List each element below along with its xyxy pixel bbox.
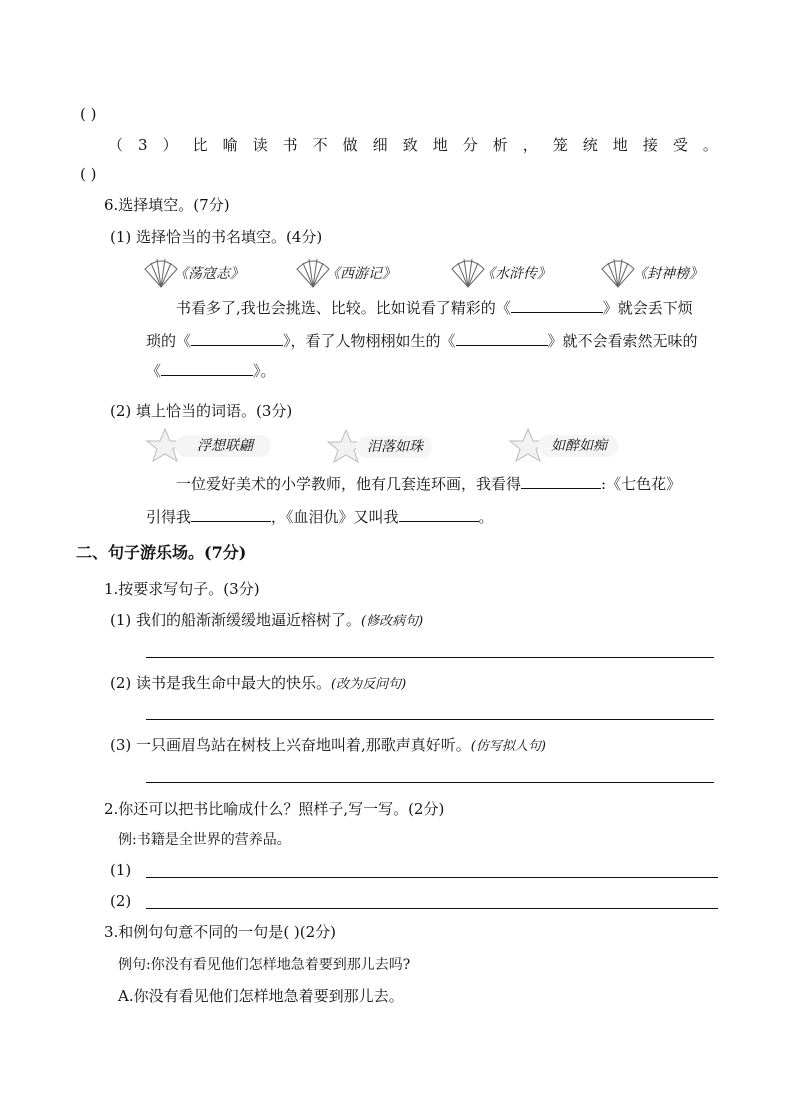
example-sentence: 例句:你没有看见他们怎样地急着要到那儿去吗?	[118, 957, 411, 973]
text: 》就会丢下烦	[602, 299, 693, 317]
book-card-4	[600, 255, 712, 289]
fill-paragraph-line	[146, 331, 698, 351]
text: (3) 一只画眉鸟站在树枝上兴奋地叫着,那歌声真好听。	[110, 736, 471, 754]
hint: (修改病句)	[361, 614, 424, 629]
blank[interactable]	[191, 507, 271, 522]
question-6-title: 6.选择填空。(7分)	[104, 196, 230, 214]
book-card-2	[295, 255, 403, 289]
sentence-char: 接	[642, 136, 658, 154]
sentence-char: 做	[342, 136, 358, 154]
text: 一位爱好美术的小学教师，他有几套连环画，我看得	[176, 475, 522, 493]
word-option: 如醉如痴	[551, 438, 607, 454]
sentence-char: 书	[282, 136, 298, 154]
text: ，《血泪仇》又叫我	[271, 508, 399, 526]
blank[interactable]	[511, 298, 603, 313]
question-6-1-title: (1) 选择恰当的书名填空。(4分)	[110, 228, 323, 246]
sentence-item	[110, 673, 406, 695]
section-title: 二、句子游乐场。(7分)	[76, 543, 247, 562]
blank[interactable]	[456, 331, 548, 346]
word-card-3	[508, 427, 620, 461]
sentence-char: 统	[582, 136, 598, 154]
sentence-char: 比	[192, 136, 208, 154]
sentence-char: ，	[522, 136, 538, 154]
word-card-2	[326, 428, 434, 462]
book-option: 《水浒传》	[481, 266, 551, 282]
text: 。	[478, 508, 494, 526]
text: 琐的《	[146, 332, 192, 350]
question-1-title: 1.按要求写句子。(3分)	[104, 580, 260, 598]
answer-line[interactable]	[146, 719, 714, 720]
text: 引得我	[146, 508, 192, 526]
sentence-char: 地	[612, 136, 628, 154]
answer-paren: ( )	[80, 105, 97, 123]
sentence-item	[110, 610, 423, 632]
answer-number: (2)	[110, 892, 132, 910]
q3-sentence	[108, 135, 718, 155]
sentence-char: 喻	[222, 136, 238, 154]
sentence-char: 分	[462, 136, 478, 154]
option-a[interactable]: A.你没有看见他们怎样地急着要到那儿去。	[118, 987, 404, 1005]
answer-line[interactable]	[146, 908, 718, 909]
sentence-char: 受	[672, 136, 688, 154]
text: 》。	[253, 362, 276, 380]
sentence-char: 3	[138, 136, 148, 154]
blank[interactable]	[191, 331, 283, 346]
sentence-item	[110, 735, 546, 757]
book-option: 《封神榜》	[633, 266, 703, 282]
book-option: 《荡寇志》	[174, 266, 244, 282]
fill-paragraph-line	[146, 361, 276, 381]
sentence-char: 地	[432, 136, 448, 154]
sentence-char: 细	[372, 136, 388, 154]
hint: (改为反问句)	[331, 677, 407, 692]
text: :《七色花》	[601, 475, 682, 493]
answer-line[interactable]	[146, 657, 714, 658]
question-2-title: 2.你还可以把书比喻成什么？照样子,写一写。(2分)	[104, 800, 445, 818]
sentence-char: 致	[402, 136, 418, 154]
text: (1) 我们的船渐渐缓缓地逼近榕树了。	[110, 611, 362, 629]
text: (2) 读书是我生命中最大的快乐。	[110, 674, 332, 692]
text: 《	[146, 362, 162, 380]
question-3-title: 3.和例句句意不同的一句是( )(2分)	[104, 923, 337, 941]
fill-paragraph-line	[146, 507, 494, 527]
book-card-3	[450, 255, 558, 289]
sentence-char: 不	[312, 136, 328, 154]
answer-number: (1)	[110, 861, 132, 879]
hint: (仿写拟人句)	[470, 739, 546, 754]
blank[interactable]	[521, 474, 601, 489]
sentence-char: （	[108, 136, 124, 154]
sentence-char: ）	[162, 136, 178, 154]
fill-paragraph-line	[176, 474, 681, 494]
sentence-char: 析	[492, 136, 508, 154]
book-option: 《西游记》	[326, 266, 396, 282]
question-6-2-title: (2) 填上恰当的词语。(3分)	[110, 402, 293, 420]
text: 书看多了,我也会挑选、比较。比如说看了精彩的《	[176, 299, 511, 317]
answer-paren: ( )	[80, 165, 97, 183]
answer-line[interactable]	[146, 782, 714, 783]
word-option: 浮想联翩	[197, 438, 253, 454]
book-card-1	[143, 255, 251, 289]
text: 》就不会看索然无味的	[547, 332, 698, 350]
word-card-1	[145, 427, 275, 461]
answer-line[interactable]	[146, 877, 718, 878]
sentence-char: 笼	[552, 136, 568, 154]
example-text: 例:书籍是全世界的营养品。	[118, 832, 291, 848]
word-option: 泪落如珠	[367, 439, 423, 455]
blank[interactable]	[161, 361, 253, 376]
sentence-char: 。	[702, 136, 718, 154]
sentence-char: 读	[252, 136, 268, 154]
text: 》，看了人物栩栩如生的《	[283, 332, 456, 350]
fill-paragraph-line	[176, 298, 693, 318]
blank[interactable]	[399, 507, 479, 522]
